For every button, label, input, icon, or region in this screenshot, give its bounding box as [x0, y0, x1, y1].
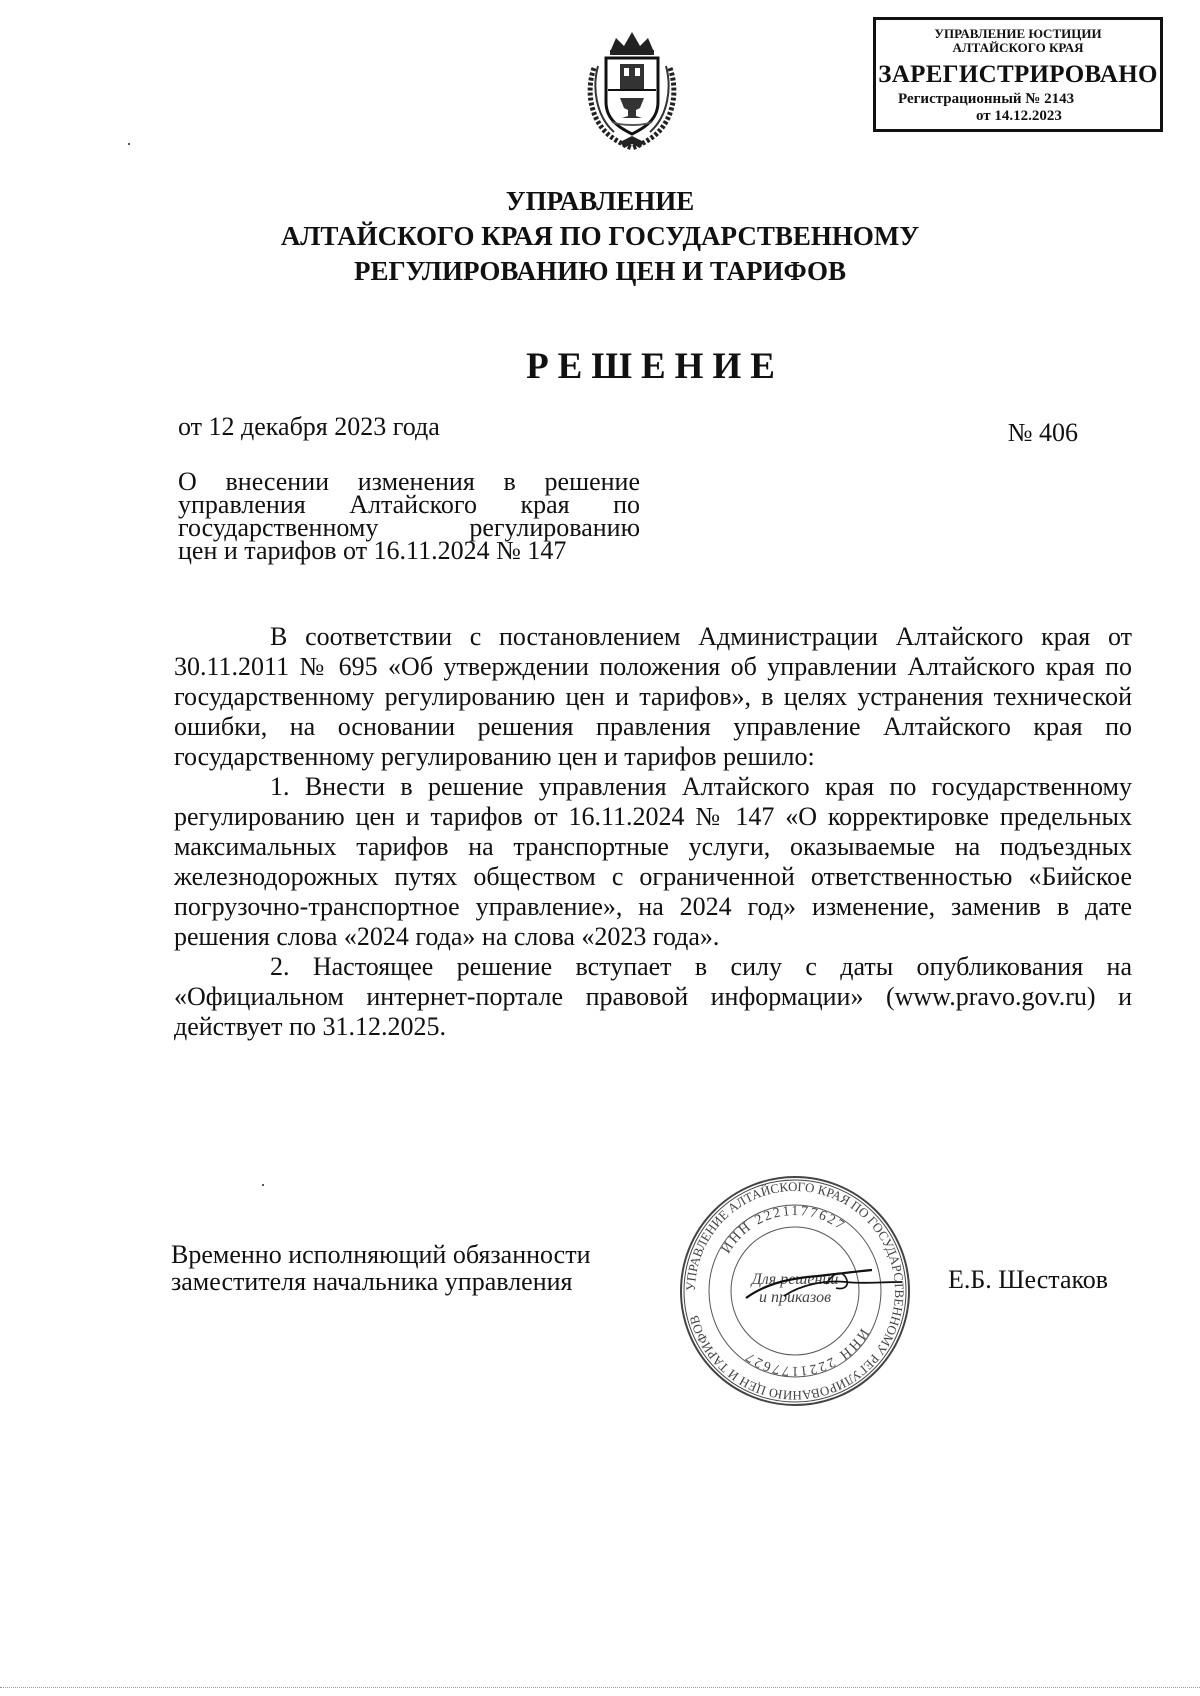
- stamp-registration-date: от 14.12.2023: [976, 108, 1062, 124]
- stamp-registration-number: Регистрационный № 2143: [898, 91, 1075, 107]
- org-title-line2: АЛТАЙСКОГО КРАЯ ПО ГОСУДАРСТВЕННОМУ: [280, 221, 920, 251]
- stamp-authority-line1: УПРАВЛЕНИЕ ЮСТИЦИИ: [934, 26, 1102, 41]
- document-subject: [178, 467, 640, 565]
- org-title-line1: УПРАВЛЕНИЕ: [505, 186, 695, 216]
- stamp-status: ЗАРЕГИСТРИРОВАНО: [878, 61, 1158, 88]
- subject-line2: управления Алтайского края по: [178, 490, 640, 519]
- seal-center-line2: и приказов: [758, 1289, 832, 1306]
- scan-speck: [262, 1184, 264, 1186]
- document-type-heading: РЕШЕНИЕ: [526, 346, 784, 387]
- scan-bottom-edge: [0, 1687, 1200, 1688]
- signer-position: [171, 1241, 591, 1295]
- seal-inn-text: ИНН 2221177627: [719, 1203, 849, 1257]
- signer-position-line2: заместителя начальника управления: [171, 1267, 573, 1296]
- signer-name: Е.Б. Шестаков: [948, 1265, 1109, 1294]
- org-title-line3: РЕГУЛИРОВАНИЮ ЦЕН И ТАРИФОВ: [353, 256, 847, 286]
- seal-outer-text: УПРАВЛЕНИЕ АЛТАЙСКОГО КРАЯ ПО ГОСУДАРСТВЕННОМУ РЕГУЛИРОВАНИЮ ЦЕН И ТАРИФОВ: [682, 1178, 908, 1404]
- document-body: [174, 622, 1132, 1042]
- registration-stamp: [873, 17, 1163, 132]
- seal-center-line1: Для решений: [751, 1271, 839, 1288]
- seal-inn-text-lower: ИНН 2221177627: [741, 1325, 871, 1379]
- body-paragraph-item1: 1. Внести в решение управления Алтайского края по государственному регулированию цен и тарифов от 16.11.2024 № 147 «О корректировке предельных максимальных тарифов на транспортные услуги, оказываемые на подъездных железнодорожных путях обществом с ограниченной ответственностью «Бийское погрузочно-транспортное управление», на 2024 год» изменение, заменив в дате решения слова «2024 года» на слова «2023 года».: [174, 772, 1132, 951]
- document-date: от 12 декабря 2023 года: [178, 412, 440, 441]
- official-seal: [676, 1172, 914, 1410]
- subject-line1: О внесении изменения в решение: [178, 467, 640, 496]
- stamp-authority-line2: АЛТАЙСКОГО КРАЯ: [952, 40, 1084, 55]
- scan-speck: [128, 143, 130, 145]
- organization-title: [0, 184, 1200, 289]
- document-number: № 406: [1007, 418, 1078, 447]
- subject-line4: цен и тарифов от 16.11.2024 № 147: [178, 536, 567, 565]
- signer-position-line1: Временно исполняющий обязанности: [171, 1240, 591, 1269]
- body-paragraph-preamble: В соответствии с постановлением Администрации Алтайского края от 30.11.2011 № 695 «Об утверждении положения об управлении Алтайского края по государственному регулированию цен и тарифов», в целях устранения технической ошибки, на основании решения правления управление Алтайского края по государственному регулированию цен и тарифов решило:: [174, 622, 1132, 771]
- subject-line3: государственному регулированию: [178, 513, 640, 542]
- coat-of-arms-emblem: [580, 28, 684, 152]
- body-paragraph-item2: 2. Настоящее решение вступает в силу с даты опубликования на «Официальном интернет-портале правовой информации» (www.pravo.gov.ru) и действует по 31.12.2025.: [174, 952, 1132, 1041]
